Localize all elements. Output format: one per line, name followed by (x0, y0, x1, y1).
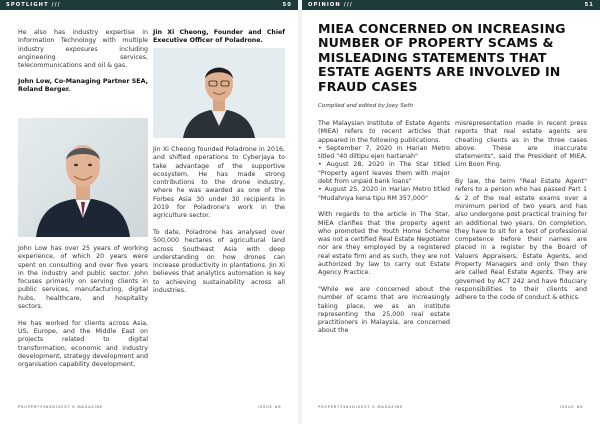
right-column-1 (318, 120, 450, 344)
col2-paragraph-2: To date, Poladrone has analysed over 500,000 hectares of agricultural land across Southeast Asia with deep understanding on how drones can increase productivity in plantations. Jin Xi believes that analytics automation is key to achieving sustainability across all industries. (153, 228, 285, 295)
right-page-header (302, 0, 600, 10)
col1-paragraph-2: John Low has over 25 years of working experience, of which 20 years were spent on consulting and over five years in the industry and public sector. John focuses primarily on serving clients in public services, manufacturing, digital hubs, healthcare, and hospitality sectors. (18, 245, 148, 311)
left-footer-publication: PROPERTY360DIGEST E-MAGAZINE (18, 405, 104, 409)
article-byline: Compiled and edited by Joey Seth (318, 103, 413, 109)
publication-list-item: • September 7, 2020 in Harian Metro titled "40 diltipu ejen hartanah" (318, 144, 450, 161)
intro-paragraph: The Malaysian Institute of Estate Agents (MIEA) refers to recent articles that appeared in the following publications. (318, 120, 450, 144)
left-page-number: 50 (282, 2, 292, 8)
right-col1-paragraph-2: With regards to the article in The Star, MIEA clarifies that the property agent who promoted the Youth Home Scheme was not a certified Real Estate Negotiator nor are they employed by a registered real estate firm and as such, they are not authorized by law to carry out Estate Agency Practice. (318, 211, 450, 277)
col1-paragraph-1: He also has industry expertise in Information Technology with multiple industry exposures including engineering services, telecommunications and oil & gas. (18, 29, 148, 70)
right-footer-issue: ISSUE #6 (560, 405, 584, 409)
left-column-1 (18, 29, 148, 103)
john-low-caption: John Low, Co-Managing Partner SEA, Roland Berger. (18, 77, 148, 94)
left-page-header (0, 0, 298, 10)
right-footer-publication: PROPERTY360DIGEST E-MAGAZINE (318, 405, 404, 409)
col2-paragraph-1: Jin Xi Cheong founded Poladrone in 2016, and shifted operations to Cyberjaya to take advantage of the supportive ecosystem. He has made strong contributions to the drone industry, where he was awarded as one of the Forbes Asia 30 under 30 recipients in 2019 for Poladrone's work in the agriculture sector. (153, 146, 285, 220)
col1-paragraph-3: He has worked for clients across Asia, US, Europe, and the Middle East on projects related to digital transformation, economic and industry development, strategy development and organisation capability development. (18, 319, 148, 369)
jin-xi-caption: Jin Xi Cheong, Founder and Chief Executive Officer of Poladrone. (153, 29, 285, 45)
john-low-photo (18, 118, 148, 237)
left-section-label: SPOTLIGHT /// (6, 2, 61, 8)
right-column-2 (455, 120, 587, 311)
right-section-label: OPINION /// (308, 2, 353, 8)
publication-list-item: • August 28, 2020 in The Star titled "Property agent leaves them with major debt from unpaid bank loans" (318, 161, 450, 186)
jin-xi-photo (153, 48, 285, 138)
right-col2-paragraph-2: By law, the term "Real Estate Agent" refers to a person who has passed Part 1 & 2 of the real estate exams over a minimum period of two years and has also undergone post practical training for an additional two years. On completion, they have to sit for a test of professional competence before their names are placed in a register by the Board of Valuers Appraisers, Estate Agents, and Property Managers and only then they are called Real Estate Agents. They are governed by ACT 242 and have fiduciary responsibilities to their clients and adhere to the code of conduct & ethics. (455, 178, 587, 302)
publication-list-item: • August 25, 2020 in Harian Metro titled "Mudahnya kena tipu RM 357,000" (318, 186, 450, 202)
left-footer-issue: ISSUE #6 (258, 405, 282, 409)
right-page-number: 51 (584, 2, 594, 8)
article-headline: MIEA CONCERNED ON INCREASING NUMBER OF PROPERTY SCAMS & MISLEADING STATEMENTS THAT ESTATE AGENTS ARE INVOLVED IN FRAUD CASES (318, 21, 566, 94)
left-column-1-lower (18, 245, 148, 378)
publication-list (318, 145, 450, 203)
page-gutter (298, 0, 302, 424)
left-column-2 (153, 146, 285, 304)
right-col1-paragraph-3: "While we are concerned about the number of scams that are increasingly taking place, we as an institute representing the 25,000 real estate practitioners in Malaysia, are concerned about the (318, 285, 450, 335)
right-col2-paragraph-1: misrepresentation made in recent press reports that real estate agents are cheating clients as in the three cases above. These are inaccurate statements", said the President of MIEA, Lim Boon Ping. (455, 120, 587, 169)
